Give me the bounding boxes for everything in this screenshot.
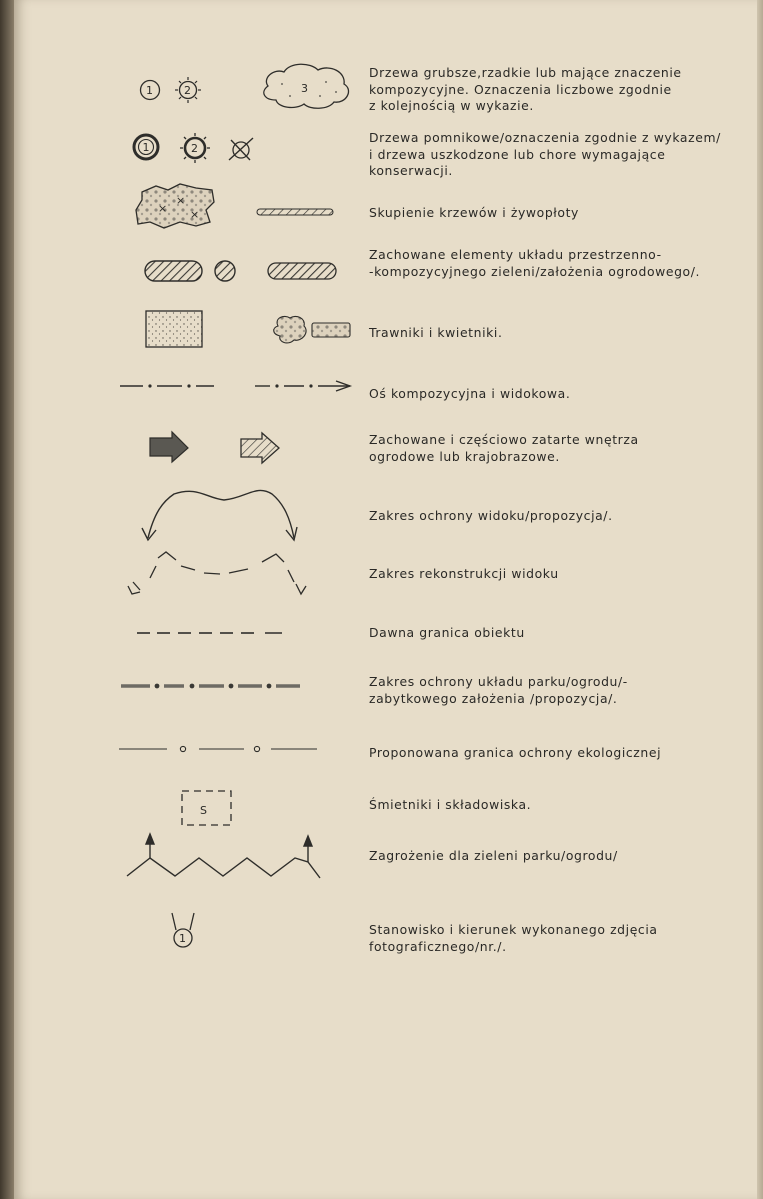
park-protection-line-icon xyxy=(121,684,300,689)
ecological-boundary-icon xyxy=(119,746,317,751)
tree-2-label: 2 xyxy=(184,84,191,97)
legend-text-trees: Drzewa grubsze,rzadkie lub mające znaczenie kompozycyjne. Oznaczenia liczbowe zgodnie z kolejnością w wykazie. xyxy=(369,65,682,113)
photo-marker-icon xyxy=(172,913,194,947)
legend-text-threat: Zagrożenie dla zieleni parku/ogrodu/ xyxy=(369,848,618,863)
legend-text-park-protection: Zakres ochrony układu parku/ogrodu/- zabytkowego założenia /propozycja/. xyxy=(369,674,628,706)
hatched-rope-icon xyxy=(268,263,336,279)
hatched-pill-icon xyxy=(145,261,202,281)
legend-text-waste: Śmietniki i składowiska. xyxy=(369,797,532,812)
svg-text:×: × xyxy=(190,208,200,221)
view-arc-icon xyxy=(142,490,297,540)
monument-2-label: 2 xyxy=(191,142,198,155)
solid-arrow-icon xyxy=(150,432,188,462)
hatched-arrow-icon xyxy=(241,433,279,463)
damaged-tree-icon xyxy=(229,138,253,160)
dashed-view-arc-icon xyxy=(128,552,306,594)
monument-tree-2-icon xyxy=(180,133,210,163)
tree-outline-1-icon xyxy=(141,81,160,100)
legend-text-shrubs: Skupienie krzewów i żywopłoty xyxy=(369,205,579,220)
waste-square-icon xyxy=(182,791,231,825)
tree-1-label: 1 xyxy=(146,84,153,97)
tree-cloud-3-icon xyxy=(264,64,349,108)
svg-text:×: × xyxy=(176,194,186,207)
shrub-cluster-icon xyxy=(136,184,214,228)
legend-text-lawns: Trawniki i kwietniki. xyxy=(369,325,503,340)
axis-line-icon xyxy=(120,385,214,387)
waste-s-label: S xyxy=(200,804,207,817)
legend-text-view-reconstruction: Zakres rekonstrukcji widoku xyxy=(369,566,559,581)
photo-1-label: 1 xyxy=(179,932,186,945)
axis-arrow-icon xyxy=(255,381,350,391)
hedge-line-icon xyxy=(257,209,333,215)
monument-1-label: 1 xyxy=(142,141,150,154)
legend-text-ecological-boundary: Proponowana granica ochrony ekologicznej xyxy=(369,745,662,760)
tree-spiky-2-icon xyxy=(175,77,201,103)
legend-text-interiors: Zachowane i częściowo zatarte wnętrza ogrodowe lub krajobrazowe. xyxy=(369,432,639,464)
tree-3-label: 3 xyxy=(301,82,308,95)
legend-text-former-boundary: Dawna granica obiektu xyxy=(369,625,525,640)
legend-text-monument-trees: Drzewa pomnikowe/oznaczenia zgodnie z wykazem/ i drzewa uszkodzone lub chore wymagające konserwacji. xyxy=(369,130,721,178)
legend-text-view-protection: Zakres ochrony widoku/propozycja/. xyxy=(369,508,613,523)
lawn-rect-icon xyxy=(146,311,202,347)
monument-tree-1-icon xyxy=(134,135,158,159)
zigzag-threat-icon xyxy=(127,834,320,878)
svg-text:×: × xyxy=(158,202,168,215)
legend-text-preserved-elements: Zachowane elementy układu przestrzenno- -kompozycyjnego zieleni/założenia ogrodowego/. xyxy=(369,247,701,279)
legend-text-axis: Oś kompozycyjna i widokowa. xyxy=(369,386,571,401)
hatched-circle-icon xyxy=(215,261,235,281)
flower-beds-icon xyxy=(274,316,350,343)
legend-text-photo: Stanowisko i kierunek wykonanego zdjęcia fotograficznego/nr./. xyxy=(369,922,658,954)
